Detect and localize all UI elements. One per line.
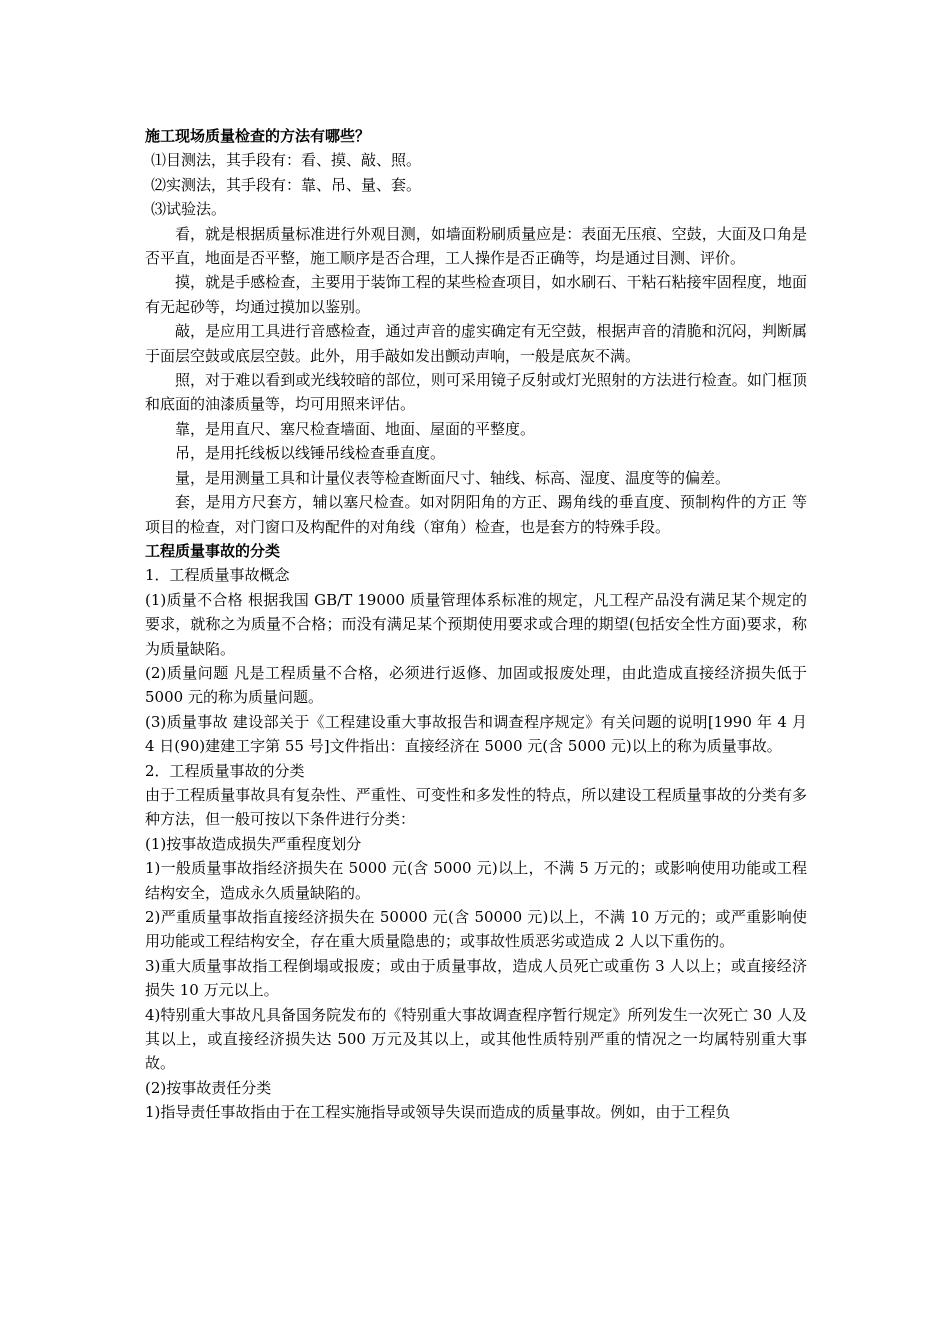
document-page xyxy=(145,124,807,1125)
paragraph: 由于工程质量事故具有复杂性、严重性、可变性和多发性的特点，所以建设工程质量事故的分类有多种方法，但一般可按以下条件进行分类： xyxy=(145,785,807,829)
paragraph-lean: 靠，是用直尺、塞尺检查墙面、地面、屋面的平整度。 xyxy=(175,419,536,438)
paragraph-touch: 摸，就是手感检查，主要用于装饰工程的某些检查项目，如水刷石、干粘石粘接牢固程度，地面有无起砂等，均通过摸加以鉴别。 xyxy=(145,273,807,316)
paragraph: 1)指导责任事故指由于在工程实施指导或领导失误而造成的质量事故。例如，由于工程负 xyxy=(145,1103,731,1122)
paragraph: 3)重大质量事故指工程倒塌或报废；或由于质量事故，造成人员死亡或重伤 3 人以上；或直接经济损失 10 万元以上。 xyxy=(145,956,807,1000)
paragraph: (2)按事故责任分类 xyxy=(145,1078,272,1097)
paragraph-illuminate: 照，对于难以看到或光线较暗的部位，则可采用镜子反射或灯光照射的方法进行检查。如门框顶和底面的油漆质量等，均可用照来评估。 xyxy=(145,371,807,414)
section-title-accident-classification: 工程质量事故的分类 xyxy=(145,541,281,560)
paragraph: (1)按事故造成损失严重程度划分 xyxy=(145,834,362,853)
list-item: ⑶试验法。 xyxy=(151,200,227,219)
list-item: ⑴目测法，其手段有：看、摸、敲、照。 xyxy=(151,151,422,170)
paragraph: 4)特别重大事故凡具备国务院发布的《特别重大事故调查程序暂行规定》所列发生一次死亡 30 人及其以上，或直接经济损失达 500 万元及其以上，或其他性质特别严重的情况之一均属特别重大事故。 xyxy=(145,1005,807,1073)
paragraph-knock: 敲，是应用工具进行音感检查，通过声音的虚实确定有无空鼓，根据声音的清脆和沉闷，判断属于面层空鼓或底层空鼓。此外，用手敲如发出颤动声响，一般是底灰不满。 xyxy=(145,322,807,365)
paragraph-look: 看，就是根据质量标准进行外观目测，如墙面粉刷质量应是：表面无压痕、空鼓，大面及口角是否平直，地面是否平整，施工顺序是否合理，工人操作是否正确等，均是通过目测、评价。 xyxy=(145,224,807,268)
subheading-concept: 1．工程质量事故概念 xyxy=(145,566,290,585)
paragraph-hang: 吊，是用托线板以线锤吊线检查垂直度。 xyxy=(175,444,446,463)
paragraph: 2)严重质量事故指直接经济损失在 50000 元(含 50000 元)以上，不满 10 万元的；或严重影响使用功能或工程结构安全，存在重大质量隐患的；或事故性质恶劣或造成 2 人以下重伤的。 xyxy=(145,908,807,951)
paragraph-square: 套，是用方尺套方，辅以塞尺检查。如对阴阳角的方正、踢角线的垂直度、预制构件的方正 等项目的检查，对门窗口及构配件的对角线（窜角）检查，也是套方的特殊手段。 xyxy=(145,493,807,536)
paragraph: (1)质量不合格 根据我国 GB/T 19000 质量管理体系标准的规定，凡工程产品没有满足某个规定的要求，就称之为质量不合格；而没有满足某个预期使用要求或合理的期望(包括安全性方面)要求，称为质量缺陷。 xyxy=(145,590,807,658)
subheading-classification: 2．工程质量事故的分类 xyxy=(145,761,305,780)
paragraph: (2)质量问题 凡是工程质量不合格，必须进行返修、加固或报废处理，由此造成直接经济损失低于 5000 元的称为质量问题。 xyxy=(145,663,807,707)
list-item: ⑵实测法，其手段有：靠、吊、量、套。 xyxy=(151,175,422,194)
paragraph: (3)质量事故 建设部关于《工程建设重大事故报告和调查程序规定》有关问题的说明[1990 年 4 月 4 日(90)建建工字第 55 号]文件指出：直接经济在 5000 元(含 5000 元)以上的称为质量事故。 xyxy=(145,712,807,756)
paragraph: 1)一般质量事故指经济损失在 5000 元(含 5000 元)以上，不满 5 万元的；或影响使用功能或工程结构安全，造成永久质量缺陷的。 xyxy=(145,859,807,902)
section-title-inspection-methods: 施工现场质量检查的方法有哪些？ xyxy=(145,127,371,145)
paragraph-measure: 量，是用测量工具和计量仪表等检查断面尺寸、轴线、标高、湿度、温度等的偏差。 xyxy=(175,468,731,487)
